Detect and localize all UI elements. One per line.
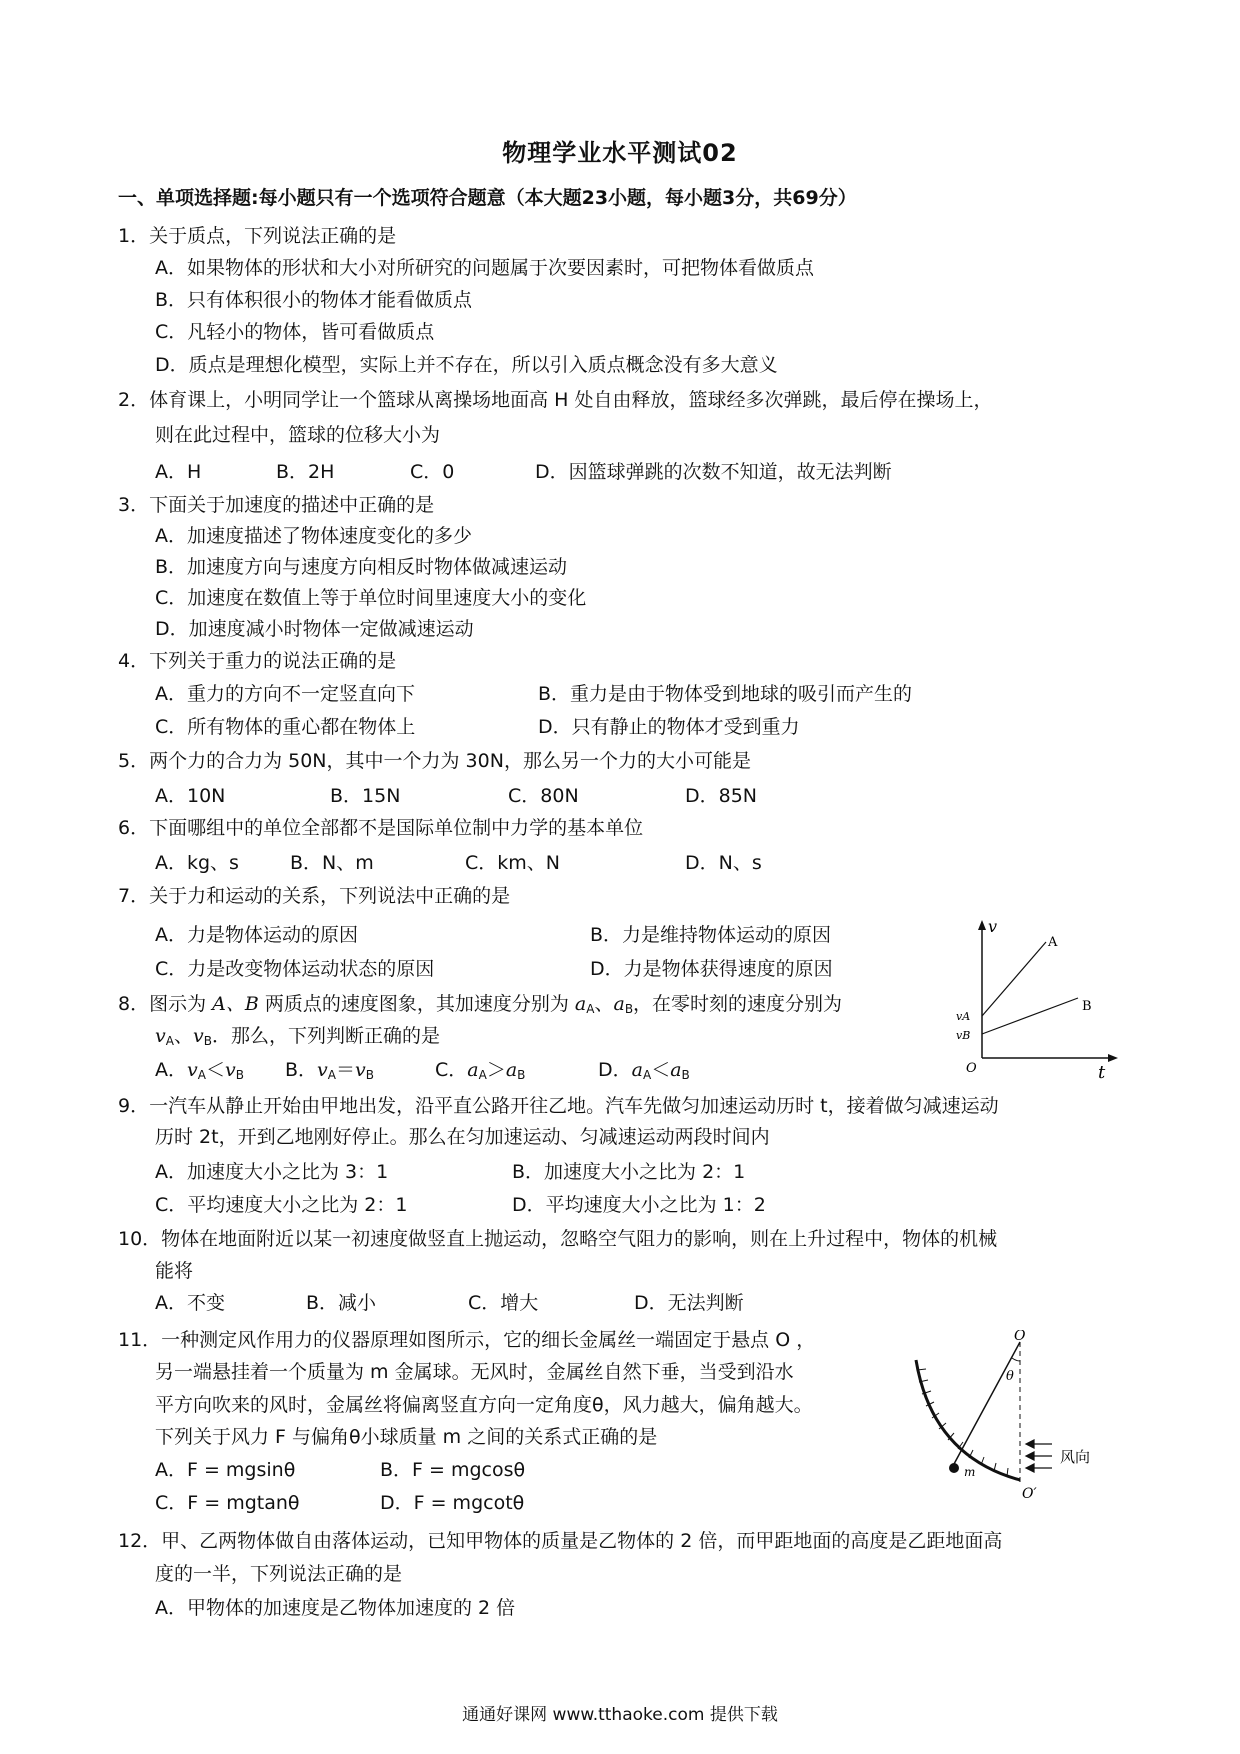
- velocity-time-graph: [948, 918, 1128, 1080]
- question-11-stem-line2: 另一端悬挂着一个质量为 m 金属球。无风时，金属丝自然下垂，当受到沿水: [155, 1361, 794, 1383]
- origin-label: O: [966, 1061, 977, 1076]
- question-7-stem: 7．关于力和运动的关系，下列说法中正确的是: [118, 885, 511, 907]
- question-10-option-b: B．减小: [306, 1292, 377, 1314]
- v-axis-arrow-icon: [978, 920, 986, 930]
- question-9-option-a: A．加速度大小之比为 3：1: [155, 1161, 389, 1183]
- wind-pendulum-diagram: [902, 1330, 1122, 1500]
- question-10-stem-line1: 10．物体在地面附近以某一初速度做竖直上抛运动，忽略空气阻力的影响，则在上升过程中，物体的机械: [118, 1228, 998, 1250]
- question-11-stem-line1: 11．一种测定风作用力的仪器原理如图所示，它的细长金属丝一端固定于悬点 O ，: [118, 1329, 816, 1351]
- t-axis-arrow-icon: [1108, 1054, 1118, 1062]
- question-3-option-d: D．加速度减小时物体一定做减速运动: [155, 618, 474, 640]
- question-11-option-c: C．F = mgtanθ: [155, 1492, 300, 1514]
- line-a-label: A: [1048, 935, 1058, 950]
- line-a: [982, 942, 1046, 1016]
- wind-direction-label: 风向: [1060, 1448, 1091, 1466]
- point-o-label: O: [1014, 1330, 1026, 1344]
- va-label: vA: [956, 1010, 971, 1023]
- question-11-stem-line3: 平方向吹来的风时，金属丝将偏离竖直方向一定角度θ，风力越大，偏角越大。: [155, 1394, 813, 1416]
- question-12-option-a: A．甲物体的加速度是乙物体加速度的 2 倍: [155, 1597, 516, 1619]
- metal-wire: [954, 1342, 1020, 1464]
- question-9-option-c: C．平均速度大小之比为 2：1: [155, 1194, 408, 1216]
- wind-arrows-icon: [1026, 1440, 1052, 1472]
- question-1-option-a: A．如果物体的形状和大小对所研究的问题属于次要因素时，可把物体看做质点: [155, 257, 814, 279]
- question-5-option-d: D．85N: [685, 785, 758, 807]
- question-2-option-d: D．因篮球弹跳的次数不知道，故无法判断: [535, 461, 892, 483]
- question-9-option-d: D．平均速度大小之比为 1：2: [512, 1194, 766, 1216]
- question-12-stem-line1: 12．甲、乙两物体做自由落体运动，已知甲物体的质量是乙物体的 2 倍，而甲距地面的高度是乙距地面高: [118, 1530, 1003, 1552]
- line-b-label: B: [1082, 999, 1092, 1014]
- question-7-option-b: B．力是维持物体运动的原因: [590, 924, 832, 946]
- question-10-option-a: A．不变: [155, 1292, 225, 1314]
- question-1-option-d: D．质点是理想化模型，实际上并不存在，所以引入质点概念没有多大意义: [155, 354, 778, 376]
- question-10-option-c: C．增大: [468, 1292, 539, 1314]
- question-11-option-d: D．F = mgcotθ: [380, 1492, 525, 1514]
- question-7-option-c: C．力是改变物体运动状态的原因: [155, 958, 435, 980]
- question-6-option-c: C．km、N: [465, 852, 560, 874]
- question-2-option-a: A．H: [155, 461, 202, 483]
- question-8-stem-line1: 8．图示为 A、B 两质点的速度图象，其加速度分别为 $a_A$、$a_B$，在零时刻的速度分别为: [118, 993, 843, 1016]
- page-title: 物理学业水平测试02: [502, 139, 738, 167]
- question-2-option-b: B．2H: [276, 461, 335, 483]
- theta-arc: [1012, 1358, 1020, 1361]
- question-2-stem-line2: 则在此过程中，篮球的位移大小为: [155, 424, 441, 446]
- question-8-option-a: A．$v_A<v_B$: [155, 1059, 244, 1082]
- t-axis-label: t: [1098, 1062, 1106, 1080]
- question-8-option-c: C．$a_A>a_B$: [435, 1059, 526, 1082]
- theta-label: θ: [1006, 1369, 1014, 1384]
- question-3-stem: 3．下面关于加速度的描述中正确的是: [118, 494, 435, 516]
- question-10-option-d: D．无法判断: [634, 1292, 744, 1314]
- metal-ball: [949, 1463, 959, 1473]
- question-6-option-b: B．N、m: [290, 852, 374, 874]
- question-8-stem-line2: $v_A$、$v_B$．那么，下列判断正确的是: [155, 1025, 440, 1048]
- question-7-option-d: D．力是物体获得速度的原因: [590, 958, 833, 980]
- question-11-option-a: A．F = mgsinθ: [155, 1459, 296, 1481]
- question-4-option-a: A．重力的方向不一定竖直向下: [155, 683, 415, 705]
- question-9-stem-line2: 历时 2t，开到乙地刚好停止。那么在匀加速运动、匀减速运动两段时间内: [155, 1126, 770, 1148]
- section-heading: 一、单项选择题:每小题只有一个选项符合题意（本大题23小题，每小题3分，共69分）: [118, 187, 857, 209]
- question-8-option-d: D．$a_A<a_B$: [598, 1059, 690, 1082]
- point-o-prime-label: O′: [1022, 1486, 1037, 1500]
- question-5-option-c: C．80N: [508, 785, 579, 807]
- question-1-option-b: B．只有体积很小的物体才能看做质点: [155, 289, 473, 311]
- footer-credit: 通通好课网 www.tthaoke.com 提供下载: [462, 1705, 778, 1725]
- question-4-option-c: C．所有物体的重心都在物体上: [155, 716, 416, 738]
- question-5-option-b: B．15N: [330, 785, 401, 807]
- question-8-option-b: B．$v_A=v_B$: [285, 1059, 374, 1082]
- question-4-option-b: B．重力是由于物体受到地球的吸引而产生的: [538, 683, 913, 705]
- scale-arc: [916, 1360, 1020, 1480]
- line-b: [982, 998, 1078, 1034]
- question-4-stem: 4．下列关于重力的说法正确的是: [118, 650, 397, 672]
- question-9-stem-line1: 9．一汽车从静止开始由甲地出发，沿平直公路开往乙地。汽车先做匀加速运动历时 t，接着做匀减速运动: [118, 1095, 999, 1117]
- question-3-option-c: C．加速度在数值上等于单位时间里速度大小的变化: [155, 587, 587, 609]
- question-9-option-b: B．加速度大小之比为 2：1: [512, 1161, 746, 1183]
- question-6-stem: 6．下面哪组中的单位全部都不是国际单位制中力学的基本单位: [118, 817, 644, 839]
- question-5-option-a: A．10N: [155, 785, 226, 807]
- question-6-option-a: A．kg、s: [155, 852, 239, 874]
- question-2-stem-line1: 2．体育课上，小明同学让一个篮球从离操场地面高 H 处自由释放，篮球经多次弹跳，最后停在操场上，: [118, 389, 993, 411]
- question-11-stem-line4: 下列关于风力 F 与偏角θ小球质量 m 之间的关系式正确的是: [155, 1426, 658, 1448]
- vb-label: vB: [956, 1029, 971, 1042]
- question-6-option-d: D．N、s: [685, 852, 762, 874]
- question-3-option-b: B．加速度方向与速度方向相反时物体做减速运动: [155, 556, 568, 578]
- question-12-stem-line2: 度的一半，下列说法正确的是: [155, 1563, 403, 1585]
- question-3-option-a: A．加速度描述了物体速度变化的多少: [155, 525, 472, 547]
- question-2-option-c: C．0: [410, 461, 455, 483]
- question-11-option-b: B．F = mgcosθ: [380, 1459, 526, 1481]
- scale-ticks: [917, 1369, 1008, 1476]
- ball-mass-label: m: [964, 1465, 976, 1479]
- question-5-stem: 5．两个力的合力为 50N，其中一个力为 30N，那么另一个力的大小可能是: [118, 750, 751, 772]
- question-7-option-a: A．力是物体运动的原因: [155, 924, 358, 946]
- v-axis-label: v: [988, 918, 998, 936]
- question-4-option-d: D．只有静止的物体才受到重力: [538, 716, 800, 738]
- question-10-stem-line2: 能将: [155, 1260, 194, 1282]
- question-1-option-c: C．凡轻小的物体，皆可看做质点: [155, 321, 435, 343]
- question-1-stem: 1．关于质点，下列说法正确的是: [118, 225, 397, 247]
